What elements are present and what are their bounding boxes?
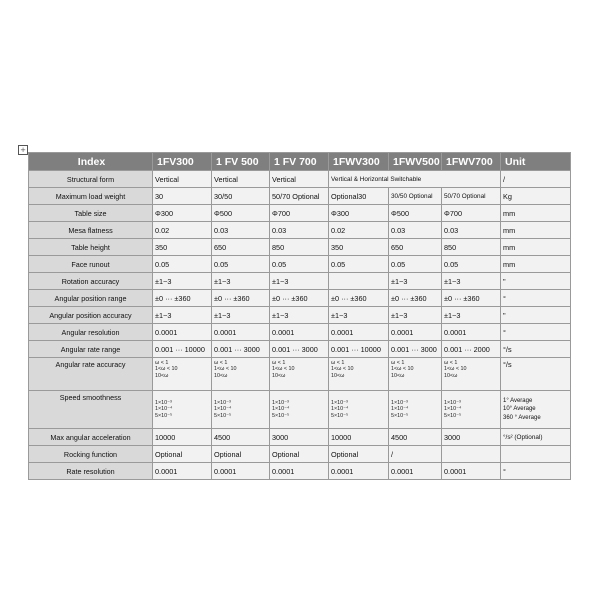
unit-cell[interactable]: mm	[501, 205, 571, 222]
table-cell[interactable]: Optional	[329, 446, 389, 463]
cell-line: ω < 1	[444, 360, 458, 366]
row-label: Angular position accuracy	[29, 307, 153, 324]
table-row	[29, 307, 571, 324]
table-cell[interactable]: ±0 ··· ±360	[389, 290, 442, 307]
cell-line: 1×10⁻³	[331, 399, 348, 406]
table-row	[29, 239, 571, 256]
table-cell[interactable]: ±0 ··· ±360	[212, 290, 270, 307]
table-cell[interactable]	[329, 273, 389, 290]
cell-line: 5×10⁻⁵	[444, 412, 462, 419]
cell-line: 5×10⁻⁵	[214, 412, 232, 419]
unit-cell[interactable]: °	[501, 290, 571, 307]
row-label: Mesa flatness	[29, 222, 153, 239]
table-row	[29, 188, 571, 205]
specification-table	[28, 152, 571, 480]
table-cell[interactable]: 3000	[270, 429, 329, 446]
cell-line: 10<ω	[444, 372, 458, 379]
cell-line: 5×10⁻⁵	[391, 412, 409, 419]
cell-line: ω < 1	[331, 360, 345, 366]
table-cell[interactable]: 3000	[442, 429, 501, 446]
table-cell[interactable]	[153, 391, 212, 429]
table-cell[interactable]	[442, 358, 501, 391]
table-cell[interactable]	[153, 358, 212, 391]
table-cell[interactable]	[329, 391, 389, 429]
cell-line: 1×10⁻⁴	[331, 406, 349, 413]
table-cell[interactable]: 0.001 ··· 10000	[329, 341, 389, 358]
table-cell[interactable]	[389, 391, 442, 429]
table-cell[interactable]	[270, 391, 329, 429]
row-label: Angular rate accuracy	[29, 358, 153, 391]
table-cell[interactable]	[442, 391, 501, 429]
row-label: Rocking function	[29, 446, 153, 463]
table-cell[interactable]: Vertical & Horizontal Switchable	[329, 171, 501, 188]
unit-cell[interactable]: °/s² (Optional)	[501, 429, 571, 446]
table-row	[29, 341, 571, 358]
unit-cell[interactable]	[501, 446, 571, 463]
column-header: 1FWV500	[389, 153, 442, 171]
table-cell[interactable]: 0.05	[212, 256, 270, 273]
table-cell[interactable]: 0.03	[389, 222, 442, 239]
cell-line: ω < 1	[214, 360, 228, 366]
table-cell[interactable]: 10000	[329, 429, 389, 446]
unit-cell[interactable]: °	[501, 324, 571, 341]
cell-line: 1<ω < 10	[391, 366, 414, 373]
table-cell[interactable]: 0.001 ··· 10000	[153, 341, 212, 358]
table-cell[interactable]: ±1~3	[442, 273, 501, 290]
table-cell[interactable]: Φ300	[329, 205, 389, 222]
unit-cell[interactable]: "	[501, 307, 571, 324]
table-cell[interactable]: 0.001 ··· 3000	[270, 341, 329, 358]
cell-line: 5×10⁻⁵	[155, 412, 173, 419]
table-row	[29, 324, 571, 341]
table-cell[interactable]: Φ500	[212, 205, 270, 222]
table-cell[interactable]: ±0 ··· ±360	[270, 290, 329, 307]
row-label: Face runout	[29, 256, 153, 273]
cell-line: 1×10⁻⁴	[444, 406, 462, 413]
table-cell[interactable]: 4500	[389, 429, 442, 446]
cell-line: 360 ° Average	[503, 414, 541, 421]
table-cell[interactable]: Optional30	[329, 188, 389, 205]
table-cell[interactable]	[212, 391, 270, 429]
table-cell[interactable]: /	[389, 446, 442, 463]
table-cell[interactable]: ±1~3	[329, 307, 389, 324]
unit-cell[interactable]: mm	[501, 222, 571, 239]
cell-line: 5×10⁻⁵	[331, 412, 349, 419]
table-cell[interactable]	[270, 358, 329, 391]
column-header: Unit	[501, 153, 571, 171]
table-cell[interactable]: 0.05	[442, 256, 501, 273]
table-cell[interactable]: 10000	[153, 429, 212, 446]
cell-line: 1×10⁻⁴	[391, 406, 409, 413]
table-cell[interactable]: ±0 ··· ±360	[153, 290, 212, 307]
unit-cell[interactable]: mm	[501, 256, 571, 273]
table-cell[interactable]: 0.05	[270, 256, 329, 273]
table-cell[interactable]: Optional	[270, 446, 329, 463]
table-cell[interactable]	[329, 358, 389, 391]
unit-cell[interactable]: Kg	[501, 188, 571, 205]
table-cell[interactable]: 0.0001	[153, 324, 212, 341]
cell-line: 1×10⁻³	[444, 399, 461, 406]
column-header: 1FV300	[153, 153, 212, 171]
table-cell[interactable]: 350	[153, 239, 212, 256]
cell-line: 10<ω	[155, 372, 169, 379]
row-label: Max angular acceleration	[29, 429, 153, 446]
table-cell[interactable]	[389, 358, 442, 391]
table-cell[interactable]: 0.0001	[212, 324, 270, 341]
cell-line: 10<ω	[331, 372, 345, 379]
header-row	[29, 153, 571, 171]
cell-line: 1<ω < 10	[272, 366, 295, 373]
table-cell[interactable]: 0.02	[153, 222, 212, 239]
table-row	[29, 256, 571, 273]
table-cell[interactable]: ±1~3	[153, 273, 212, 290]
unit-cell[interactable]: °/s	[501, 358, 571, 391]
column-header: 1 FV 500	[212, 153, 270, 171]
table-cell[interactable]: Vertical	[153, 171, 212, 188]
cell-line: 1×10⁻³	[214, 399, 231, 406]
cell-line: 10° Average	[503, 406, 536, 413]
cell-line: ω < 1	[391, 360, 405, 366]
table-row	[29, 446, 571, 463]
table-cell[interactable]: 0.05	[329, 256, 389, 273]
table-cell[interactable]: 650	[212, 239, 270, 256]
row-label: Table size	[29, 205, 153, 222]
cell-line: 1<ω < 10	[155, 366, 178, 373]
table-row	[29, 222, 571, 239]
table-cell[interactable]: 0.0001	[329, 324, 389, 341]
cell-line: 10<ω	[272, 372, 286, 379]
table-cell[interactable]: ±1~3	[212, 273, 270, 290]
table-row	[29, 290, 571, 307]
table-cell[interactable]: 0.0001	[212, 463, 270, 480]
table-cell[interactable]	[212, 358, 270, 391]
row-label: Angular resolution	[29, 324, 153, 341]
column-header: 1 FV 700	[270, 153, 329, 171]
table-cell[interactable]: ±1~3	[389, 307, 442, 324]
table-cell[interactable]: Optional	[212, 446, 270, 463]
cell-line: 1° Average	[503, 397, 533, 404]
column-header: Index	[29, 153, 153, 171]
table-cell[interactable]: Φ300	[153, 205, 212, 222]
table-cell[interactable]: 0.0001	[153, 463, 212, 480]
unit-cell[interactable]: °	[501, 463, 571, 480]
row-label: Structural form	[29, 171, 153, 188]
table-row	[29, 205, 571, 222]
column-header: 1FWV700	[442, 153, 501, 171]
table-cell[interactable]: 650	[389, 239, 442, 256]
cell-line: 10<ω	[391, 372, 405, 379]
table-row	[29, 273, 571, 290]
table-cell[interactable]: 0.03	[212, 222, 270, 239]
table-cell[interactable]: 0.001 ··· 3000	[389, 341, 442, 358]
table-cell[interactable]: ±0 ··· ±360	[329, 290, 389, 307]
cell-line: 5×10⁻⁵	[272, 412, 290, 419]
table-cell[interactable]: 50/70 Optional	[270, 188, 329, 205]
table-move-handle-icon[interactable]: +	[18, 145, 28, 155]
table-cell[interactable]: 4500	[212, 429, 270, 446]
cell-line: 10<ω	[214, 372, 228, 379]
unit-cell[interactable]: /	[501, 171, 571, 188]
table-cell[interactable]: 50/70 Optional	[442, 188, 501, 205]
cell-line: 1×10⁻³	[155, 399, 172, 406]
table-cell[interactable]: 30/50	[212, 188, 270, 205]
cell-line: 1×10⁻⁴	[155, 406, 173, 413]
table-row	[29, 358, 571, 391]
table-cell[interactable]: 0.0001	[442, 463, 501, 480]
table-row	[29, 429, 571, 446]
table-cell[interactable]: ±1~3	[153, 307, 212, 324]
cell-line: 1×10⁻³	[391, 399, 408, 406]
table-cell[interactable]: 0.0001	[389, 324, 442, 341]
cell-line: ω < 1	[272, 360, 286, 366]
table-cell[interactable]: 30	[153, 188, 212, 205]
table-cell[interactable]: ±1~3	[442, 307, 501, 324]
table-cell[interactable]: ±1~3	[270, 273, 329, 290]
table-cell[interactable]: 850	[270, 239, 329, 256]
unit-cell[interactable]	[501, 391, 571, 429]
table-cell[interactable]: Φ500	[389, 205, 442, 222]
cell-line: 1<ω < 10	[444, 366, 467, 373]
cell-line: 1×10⁻⁴	[272, 406, 290, 413]
unit-cell[interactable]: mm	[501, 239, 571, 256]
table-cell[interactable]: 0.02	[329, 222, 389, 239]
row-label: Rotation accuracy	[29, 273, 153, 290]
unit-cell[interactable]: °/s	[501, 341, 571, 358]
table-cell[interactable]: ±1~3	[270, 307, 329, 324]
column-header: 1FWV300	[329, 153, 389, 171]
table-cell[interactable]: 0.0001	[270, 324, 329, 341]
row-label: Angular position range	[29, 290, 153, 307]
table-cell[interactable]: ±1~3	[389, 273, 442, 290]
cell-line: ω < 1	[155, 360, 169, 366]
table-cell[interactable]: 0.001 ··· 3000	[212, 341, 270, 358]
table-row	[29, 463, 571, 480]
cell-line: 1×10⁻³	[272, 399, 289, 406]
table-cell[interactable]: 30/50 Optional	[389, 188, 442, 205]
table-cell[interactable]: 0.0001	[442, 324, 501, 341]
table-cell[interactable]	[442, 446, 501, 463]
cell-line: 1×10⁻⁴	[214, 406, 232, 413]
cell-line: 1<ω < 10	[214, 366, 237, 373]
row-label: Rate resolution	[29, 463, 153, 480]
table-cell[interactable]: Φ700	[270, 205, 329, 222]
table-cell[interactable]: Vertical	[212, 171, 270, 188]
row-label: Angular rate range	[29, 341, 153, 358]
unit-cell[interactable]: "	[501, 273, 571, 290]
cell-line: 1<ω < 10	[331, 366, 354, 373]
table-cell[interactable]: 0.0001	[270, 463, 329, 480]
table-cell[interactable]: Vertical	[270, 171, 329, 188]
table-cell[interactable]: 0.05	[153, 256, 212, 273]
table-cell[interactable]: 0.0001	[389, 463, 442, 480]
table-cell[interactable]: 0.03	[442, 222, 501, 239]
table-cell[interactable]: 0.0001	[329, 463, 389, 480]
table-cell[interactable]: Φ700	[442, 205, 501, 222]
table-row	[29, 391, 571, 429]
table-row	[29, 171, 571, 188]
table-cell[interactable]: ±1~3	[212, 307, 270, 324]
row-label: Maximum load weight	[29, 188, 153, 205]
table-cell[interactable]: 0.001 ··· 2000	[442, 341, 501, 358]
row-label: Speed smoothness	[29, 391, 153, 429]
table-cell[interactable]: ±0 ··· ±360	[442, 290, 501, 307]
table-cell[interactable]: 0.03	[270, 222, 329, 239]
table-cell[interactable]: 0.05	[389, 256, 442, 273]
table-cell[interactable]: Optional	[153, 446, 212, 463]
table-cell[interactable]: 350	[329, 239, 389, 256]
table-cell[interactable]: 850	[442, 239, 501, 256]
row-label: Table height	[29, 239, 153, 256]
